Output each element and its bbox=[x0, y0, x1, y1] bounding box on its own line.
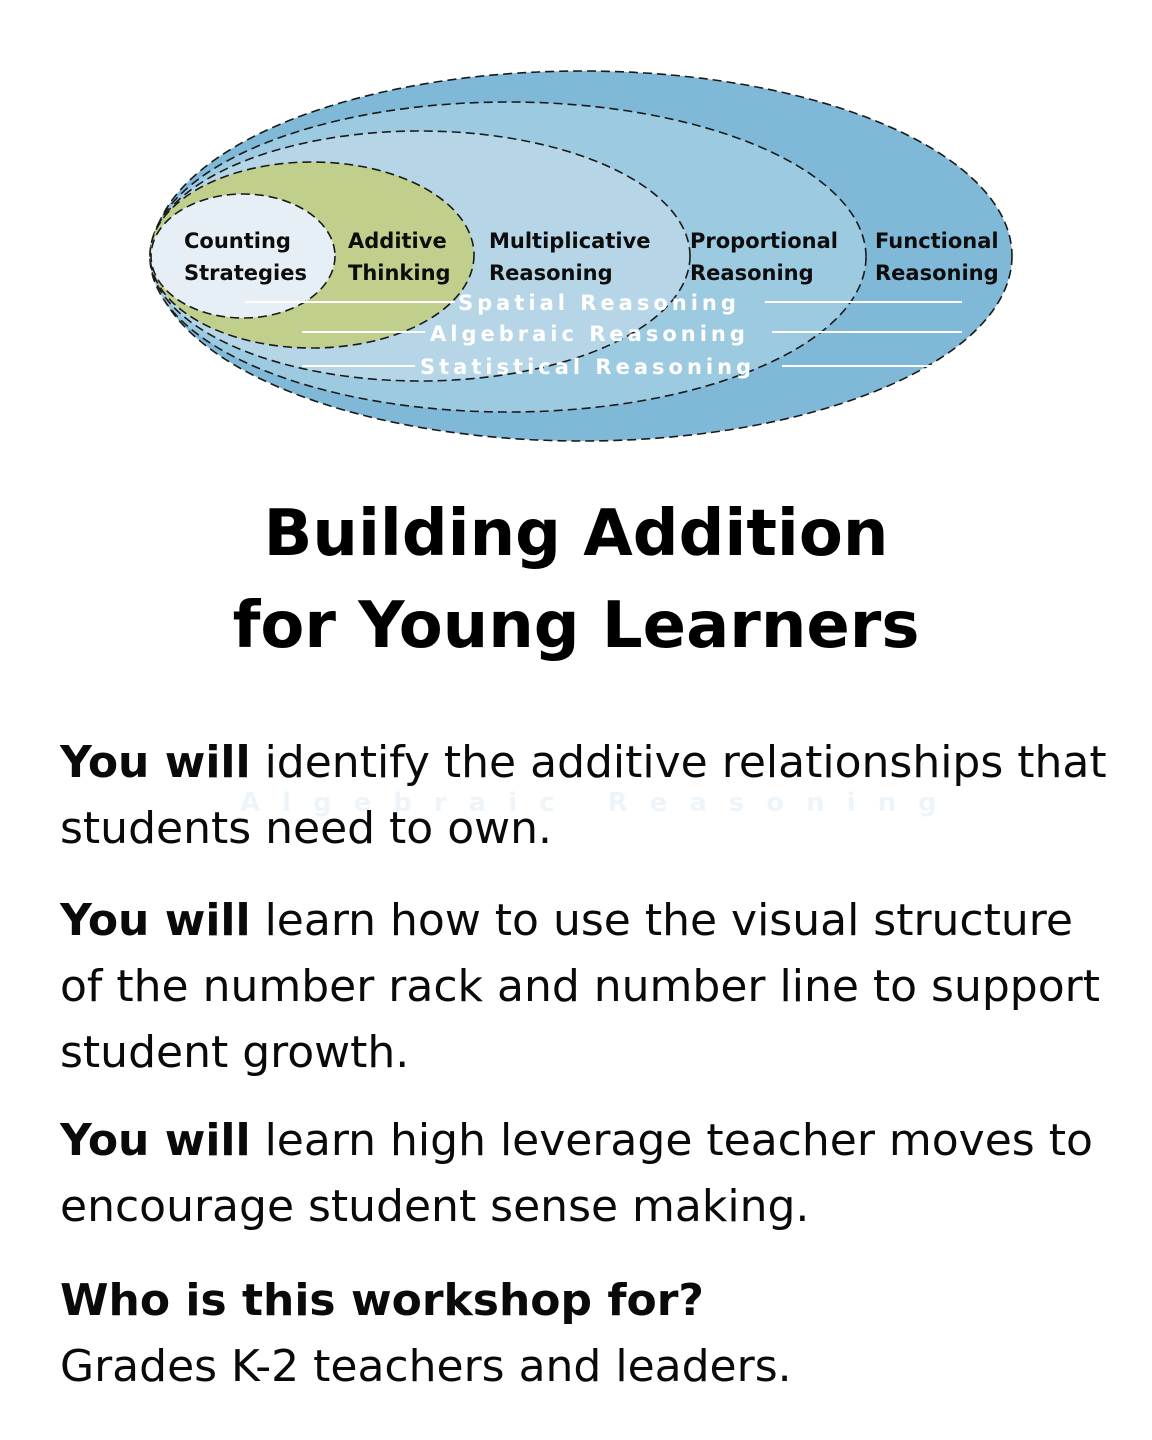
additive-label-line2: Thinking bbox=[348, 261, 451, 285]
outcome-1 bbox=[60, 730, 1120, 862]
audience-section bbox=[60, 1268, 1120, 1400]
outcome-3-lead: You will bbox=[60, 1115, 251, 1166]
statistical-reasoning-label: Statistical Reasoning bbox=[420, 355, 756, 379]
multiplicative-label-line2: Reasoning bbox=[489, 261, 613, 285]
functional-label-line2: Reasoning bbox=[875, 261, 999, 285]
outcome-3-text: learn high leverage teacher moves to encourage student sense making. bbox=[60, 1115, 1093, 1232]
outcome-2-lead: You will bbox=[60, 895, 251, 946]
audience-question: Who is this workshop for? bbox=[60, 1275, 704, 1326]
title-line-2: for Young Learners bbox=[232, 589, 920, 663]
proportional-label-line2: Reasoning bbox=[690, 261, 814, 285]
counting-strategies-region bbox=[151, 194, 335, 318]
spatial-reasoning-label: Spatial Reasoning bbox=[458, 291, 740, 315]
counting-label-line1: Counting bbox=[184, 229, 291, 253]
faint-background-label: Algebraic Reasoning bbox=[240, 788, 959, 818]
reasoning-ellipse-diagram bbox=[0, 0, 1152, 460]
outcome-1-lead: You will bbox=[60, 737, 251, 788]
outcome-2 bbox=[60, 888, 1120, 1086]
audience-answer: Grades K-2 teachers and leaders. bbox=[60, 1341, 792, 1392]
title-line-1: Building Addition bbox=[263, 497, 889, 571]
functional-label-line1: Functional bbox=[875, 229, 999, 253]
proportional-label-line1: Proportional bbox=[690, 229, 838, 253]
additive-label-line1: Additive bbox=[348, 229, 447, 253]
counting-label-line2: Strategies bbox=[184, 261, 307, 285]
algebraic-reasoning-label: Algebraic Reasoning bbox=[430, 322, 749, 346]
page-title bbox=[0, 488, 1152, 672]
multiplicative-label-line1: Multiplicative bbox=[489, 229, 651, 253]
outcome-1-text: identify the additive relationships that students need to own. bbox=[60, 737, 1107, 854]
outcome-3 bbox=[60, 1108, 1120, 1240]
outcome-2-text: learn how to use the visual structure of the number rack and number line to support student growth. bbox=[60, 895, 1100, 1078]
